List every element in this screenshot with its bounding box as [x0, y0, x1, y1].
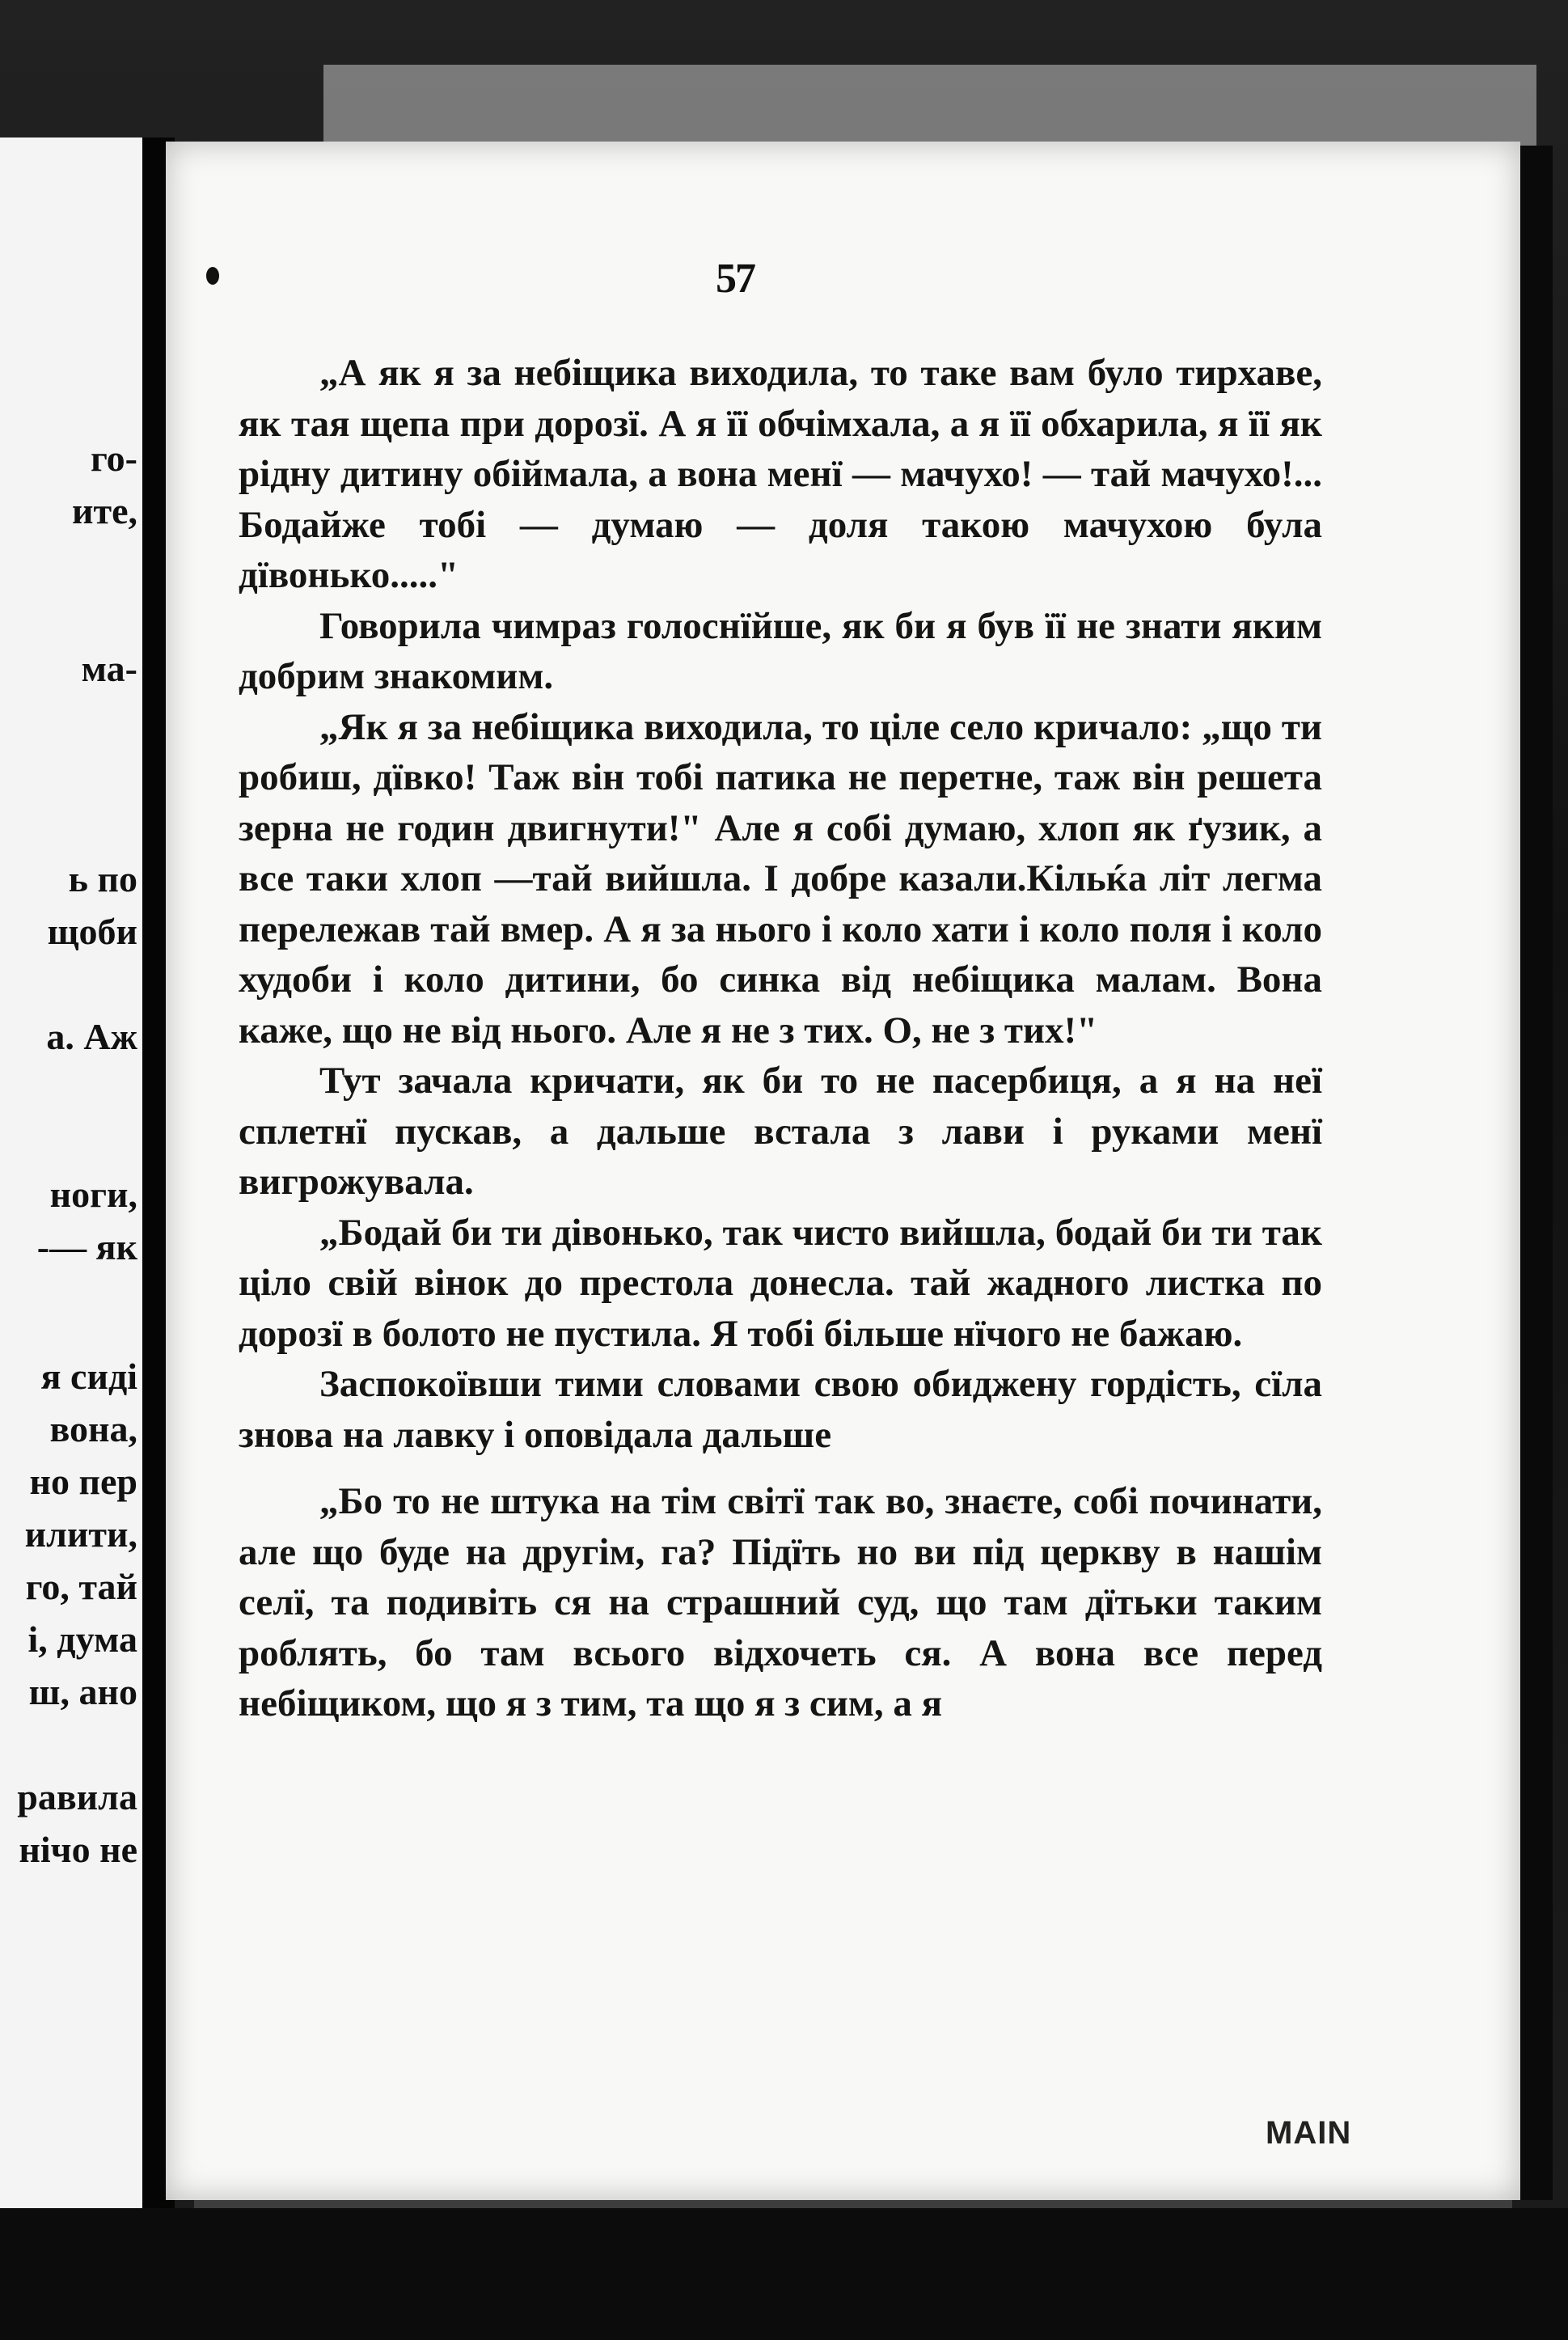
left-page-fragment: ь по	[68, 858, 137, 899]
left-page-fragment: а. Аж	[46, 1016, 137, 1057]
left-page-fragment: илити,	[24, 1513, 137, 1555]
scan-bottom-border	[0, 2208, 1568, 2340]
left-page-fragment: вона,	[49, 1408, 137, 1449]
paragraph-gap	[239, 1460, 1322, 1476]
paragraph-1: „А як я за небіщика виходила, то таке вам було тирхаве, як тая щепа при дорозї. А я її обчімхала, а я її обхарила, я її як рідну дитину обіймала, а вона менї — мачухо! — тай мачухо!... Бодайже тобі — думаю — доля такою мачухою була дївонько....."	[239, 352, 1322, 596]
page-number: 57	[716, 256, 754, 302]
left-page-fragment: і, дума	[27, 1619, 137, 1660]
left-page-fragment: щоби	[47, 911, 137, 952]
left-page	[0, 138, 146, 2208]
paragraph-7: „Бо то не штука на тім світї так во, знаєте, собі починати, але що буде на другім, га? Підїть но ви під церкву в нашім селї, та подивіть ся на страшний суд, що там дїтьки таким роблять, бо там всього відхочеть ся. А вона все перед небіщиком, що я з тим, та що я з сим, а я	[239, 1480, 1322, 1724]
left-page-fragment: я сиді	[40, 1356, 137, 1397]
paragraph-6: Заспокоївши тими словами свою обиджену гордість, сїла знова на лавку і оповідала дальше	[239, 1363, 1322, 1456]
paragraph-3: „Як я за небіщика виходила, то ціле село кричало: „що ти робиш, дївко! Таж він тобі патика не перетне, таж він решета зерна не годин двигнути!" Але я собі думаю, хлоп як ґузик, а все таки хлоп —тай вийшла. І добре казали.Кільќа літ легма перележав тай вмер. А я за нього і коло хати і коло поля і коло худоби і коло дитини, бо синка від небіщика малам. Вона каже, що не від нього. Але я не з тих. О, не з тих!"	[239, 705, 1322, 1052]
left-page-fragment: ите,	[71, 490, 137, 531]
left-page-fragment: го, тай	[25, 1566, 137, 1607]
paragraph-4: Тут зачала кричати, як би то не пасербиця, а я на неї сплетнї пускав, а дальше встала з лави і руками менї вигрожувала.	[239, 1060, 1322, 1203]
left-page-fragment: но пер	[29, 1461, 137, 1502]
paragraph-2: Говорила чимраз голоснїйше, як би я був її не знати яким добрим знакомим.	[239, 604, 1322, 697]
page-edge-shadow	[1520, 146, 1553, 2200]
left-page-fragment: ма-	[81, 648, 137, 689]
footer-stamp: MAIN	[1266, 2115, 1352, 2151]
main-page	[166, 142, 1520, 2200]
scan-top-strip	[323, 65, 1536, 154]
left-page-fragment: -— як	[36, 1226, 137, 1267]
left-page-fragment: го-	[90, 438, 137, 479]
ink-dot	[206, 267, 219, 285]
left-page-fragment: ш, ано	[28, 1671, 137, 1712]
page-text	[239, 348, 1322, 1729]
paragraph-5: „Бодай би ти дівонько, так чисто вийшла, бодай би ти так ціло свій вінок до престола донесла. тай жадного листка по дорозї в болото не пустила. Я тобі більше нїчого не бажаю.	[239, 1211, 1322, 1355]
left-page-fragment: равила	[17, 1776, 137, 1817]
left-page-fragment: нічо не	[19, 1829, 137, 1870]
left-page-fragment: ноги,	[49, 1174, 137, 1215]
